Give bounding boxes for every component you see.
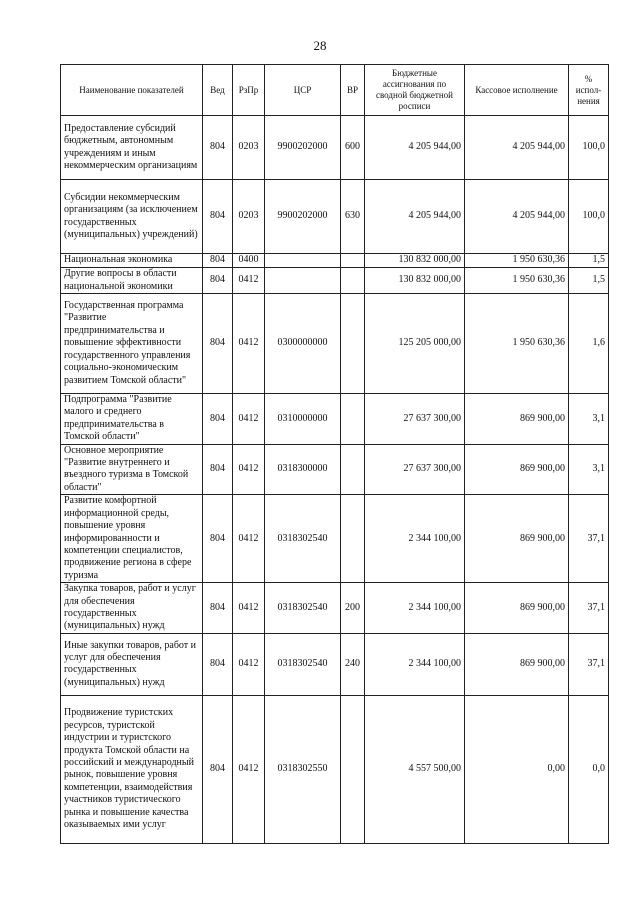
row-budget: 4 205 944,00 bbox=[365, 180, 465, 254]
header-cash: Кассовое исполнение bbox=[465, 65, 569, 116]
row-name: Субсидии некоммерческим организациям (за исключением государственных (муниципальных) учреждений) bbox=[61, 180, 203, 254]
row-vr bbox=[341, 695, 365, 843]
row-name: Предоставление субсидий бюджетным, автономным учреждениям и иным некоммерческим организациям bbox=[61, 116, 203, 180]
row-cash: 869 900,00 bbox=[465, 444, 569, 495]
row-ved: 804 bbox=[203, 268, 233, 294]
row-budget: 2 344 100,00 bbox=[365, 633, 465, 695]
row-cash: 1 950 630,36 bbox=[465, 254, 569, 268]
row-rzpr: 0400 bbox=[233, 254, 265, 268]
table-row bbox=[61, 180, 609, 254]
row-cash: 1 950 630,36 bbox=[465, 268, 569, 294]
row-vr bbox=[341, 444, 365, 495]
header-percent: % испол-нения bbox=[569, 65, 609, 116]
row-rzpr: 0203 bbox=[233, 180, 265, 254]
table-row bbox=[61, 695, 609, 843]
row-cash: 4 205 944,00 bbox=[465, 180, 569, 254]
row-name: Продвижение туристских ресурсов, туристской индустрии и туристского продукта Томской области на российский и международный рынок, повышение уровня компетенции, взаимодействия участников туристического рынка и повышение качества оказываемых ими услуг bbox=[61, 695, 203, 843]
row-name: Государственная программа "Развитие предпринимательства и повышение эффективности государственного управления социально-экономическим развитием Томской области" bbox=[61, 294, 203, 394]
header-rzpr: РзПр bbox=[233, 65, 265, 116]
row-budget: 4 205 944,00 bbox=[365, 116, 465, 180]
row-budget: 125 205 000,00 bbox=[365, 294, 465, 394]
row-ved: 804 bbox=[203, 695, 233, 843]
row-percent: 0,0 bbox=[569, 695, 609, 843]
row-vr: 240 bbox=[341, 633, 365, 695]
table-row bbox=[61, 268, 609, 294]
row-vr: 600 bbox=[341, 116, 365, 180]
row-ved: 804 bbox=[203, 633, 233, 695]
table-row bbox=[61, 254, 609, 268]
row-csr: 0318302540 bbox=[265, 633, 341, 695]
header-name: Наименование показателей bbox=[61, 65, 203, 116]
row-vr: 200 bbox=[341, 583, 365, 634]
header-ved: Вед bbox=[203, 65, 233, 116]
row-budget: 2 344 100,00 bbox=[365, 495, 465, 583]
row-percent: 37,1 bbox=[569, 633, 609, 695]
row-percent: 1,5 bbox=[569, 268, 609, 294]
row-vr bbox=[341, 268, 365, 294]
row-budget: 27 637 300,00 bbox=[365, 444, 465, 495]
table-row bbox=[61, 495, 609, 583]
row-percent: 37,1 bbox=[569, 583, 609, 634]
row-vr bbox=[341, 394, 365, 445]
row-name: Закупка товаров, работ и услуг для обеспечения государственных (муниципальных) нужд bbox=[61, 583, 203, 634]
header-csr: ЦСР bbox=[265, 65, 341, 116]
row-percent: 100,0 bbox=[569, 116, 609, 180]
row-percent: 1,5 bbox=[569, 254, 609, 268]
row-ved: 804 bbox=[203, 444, 233, 495]
row-csr bbox=[265, 254, 341, 268]
row-cash: 869 900,00 bbox=[465, 633, 569, 695]
row-ved: 804 bbox=[203, 394, 233, 445]
row-csr: 0318302550 bbox=[265, 695, 341, 843]
row-budget: 130 832 000,00 bbox=[365, 254, 465, 268]
row-vr bbox=[341, 294, 365, 394]
row-budget: 4 557 500,00 bbox=[365, 695, 465, 843]
row-name: Национальная экономика bbox=[61, 254, 203, 268]
row-ved: 804 bbox=[203, 495, 233, 583]
row-cash: 4 205 944,00 bbox=[465, 116, 569, 180]
table-row bbox=[61, 583, 609, 634]
row-csr: 0300000000 bbox=[265, 294, 341, 394]
table-row bbox=[61, 294, 609, 394]
row-rzpr: 0412 bbox=[233, 444, 265, 495]
row-percent: 37,1 bbox=[569, 495, 609, 583]
row-percent: 100,0 bbox=[569, 180, 609, 254]
table-row bbox=[61, 116, 609, 180]
row-vr bbox=[341, 495, 365, 583]
row-name: Иные закупки товаров, работ и услуг для обеспечения государственных (муниципальных) нужд bbox=[61, 633, 203, 695]
row-percent: 1,6 bbox=[569, 294, 609, 394]
row-ved: 804 bbox=[203, 254, 233, 268]
row-csr: 0318300000 bbox=[265, 444, 341, 495]
table-body bbox=[61, 116, 609, 844]
row-csr bbox=[265, 268, 341, 294]
row-csr: 0310000000 bbox=[265, 394, 341, 445]
budget-execution-table bbox=[60, 64, 609, 844]
row-csr: 9900202000 bbox=[265, 116, 341, 180]
row-cash: 869 900,00 bbox=[465, 495, 569, 583]
row-vr bbox=[341, 254, 365, 268]
row-csr: 0318302540 bbox=[265, 583, 341, 634]
row-budget: 130 832 000,00 bbox=[365, 268, 465, 294]
row-name: Подпрограмма "Развитие малого и среднего предпринимательства в Томской области" bbox=[61, 394, 203, 445]
header-budget: Бюджетные ассигнования по сводной бюджетной росписи bbox=[365, 65, 465, 116]
header-row bbox=[61, 65, 609, 116]
row-cash: 869 900,00 bbox=[465, 394, 569, 445]
row-ved: 804 bbox=[203, 180, 233, 254]
row-budget: 27 637 300,00 bbox=[365, 394, 465, 445]
row-rzpr: 0412 bbox=[233, 268, 265, 294]
row-csr: 0318302540 bbox=[265, 495, 341, 583]
table-row bbox=[61, 394, 609, 445]
row-rzpr: 0412 bbox=[233, 583, 265, 634]
row-rzpr: 0203 bbox=[233, 116, 265, 180]
header-vr: ВР bbox=[341, 65, 365, 116]
row-rzpr: 0412 bbox=[233, 695, 265, 843]
row-ved: 804 bbox=[203, 116, 233, 180]
table-header bbox=[61, 65, 609, 116]
row-cash: 869 900,00 bbox=[465, 583, 569, 634]
table-row bbox=[61, 633, 609, 695]
row-ved: 804 bbox=[203, 294, 233, 394]
row-ved: 804 bbox=[203, 583, 233, 634]
row-percent: 3,1 bbox=[569, 394, 609, 445]
row-percent: 3,1 bbox=[569, 444, 609, 495]
row-cash: 0,00 bbox=[465, 695, 569, 843]
row-rzpr: 0412 bbox=[233, 633, 265, 695]
row-name: Основное мероприятие "Развитие внутреннего и въездного туризма в Томской области" bbox=[61, 444, 203, 495]
table-row bbox=[61, 444, 609, 495]
row-name: Развитие комфортной информационной среды, повышение уровня информированности и компетенции специалистов, продвижение региона в сфере туризма bbox=[61, 495, 203, 583]
row-vr: 630 bbox=[341, 180, 365, 254]
row-csr: 9900202000 bbox=[265, 180, 341, 254]
row-rzpr: 0412 bbox=[233, 394, 265, 445]
row-rzpr: 0412 bbox=[233, 294, 265, 394]
page-number: 28 bbox=[313, 38, 327, 53]
row-cash: 1 950 630,36 bbox=[465, 294, 569, 394]
row-name: Другие вопросы в области национальной экономики bbox=[61, 268, 203, 294]
row-budget: 2 344 100,00 bbox=[365, 583, 465, 634]
row-rzpr: 0412 bbox=[233, 495, 265, 583]
